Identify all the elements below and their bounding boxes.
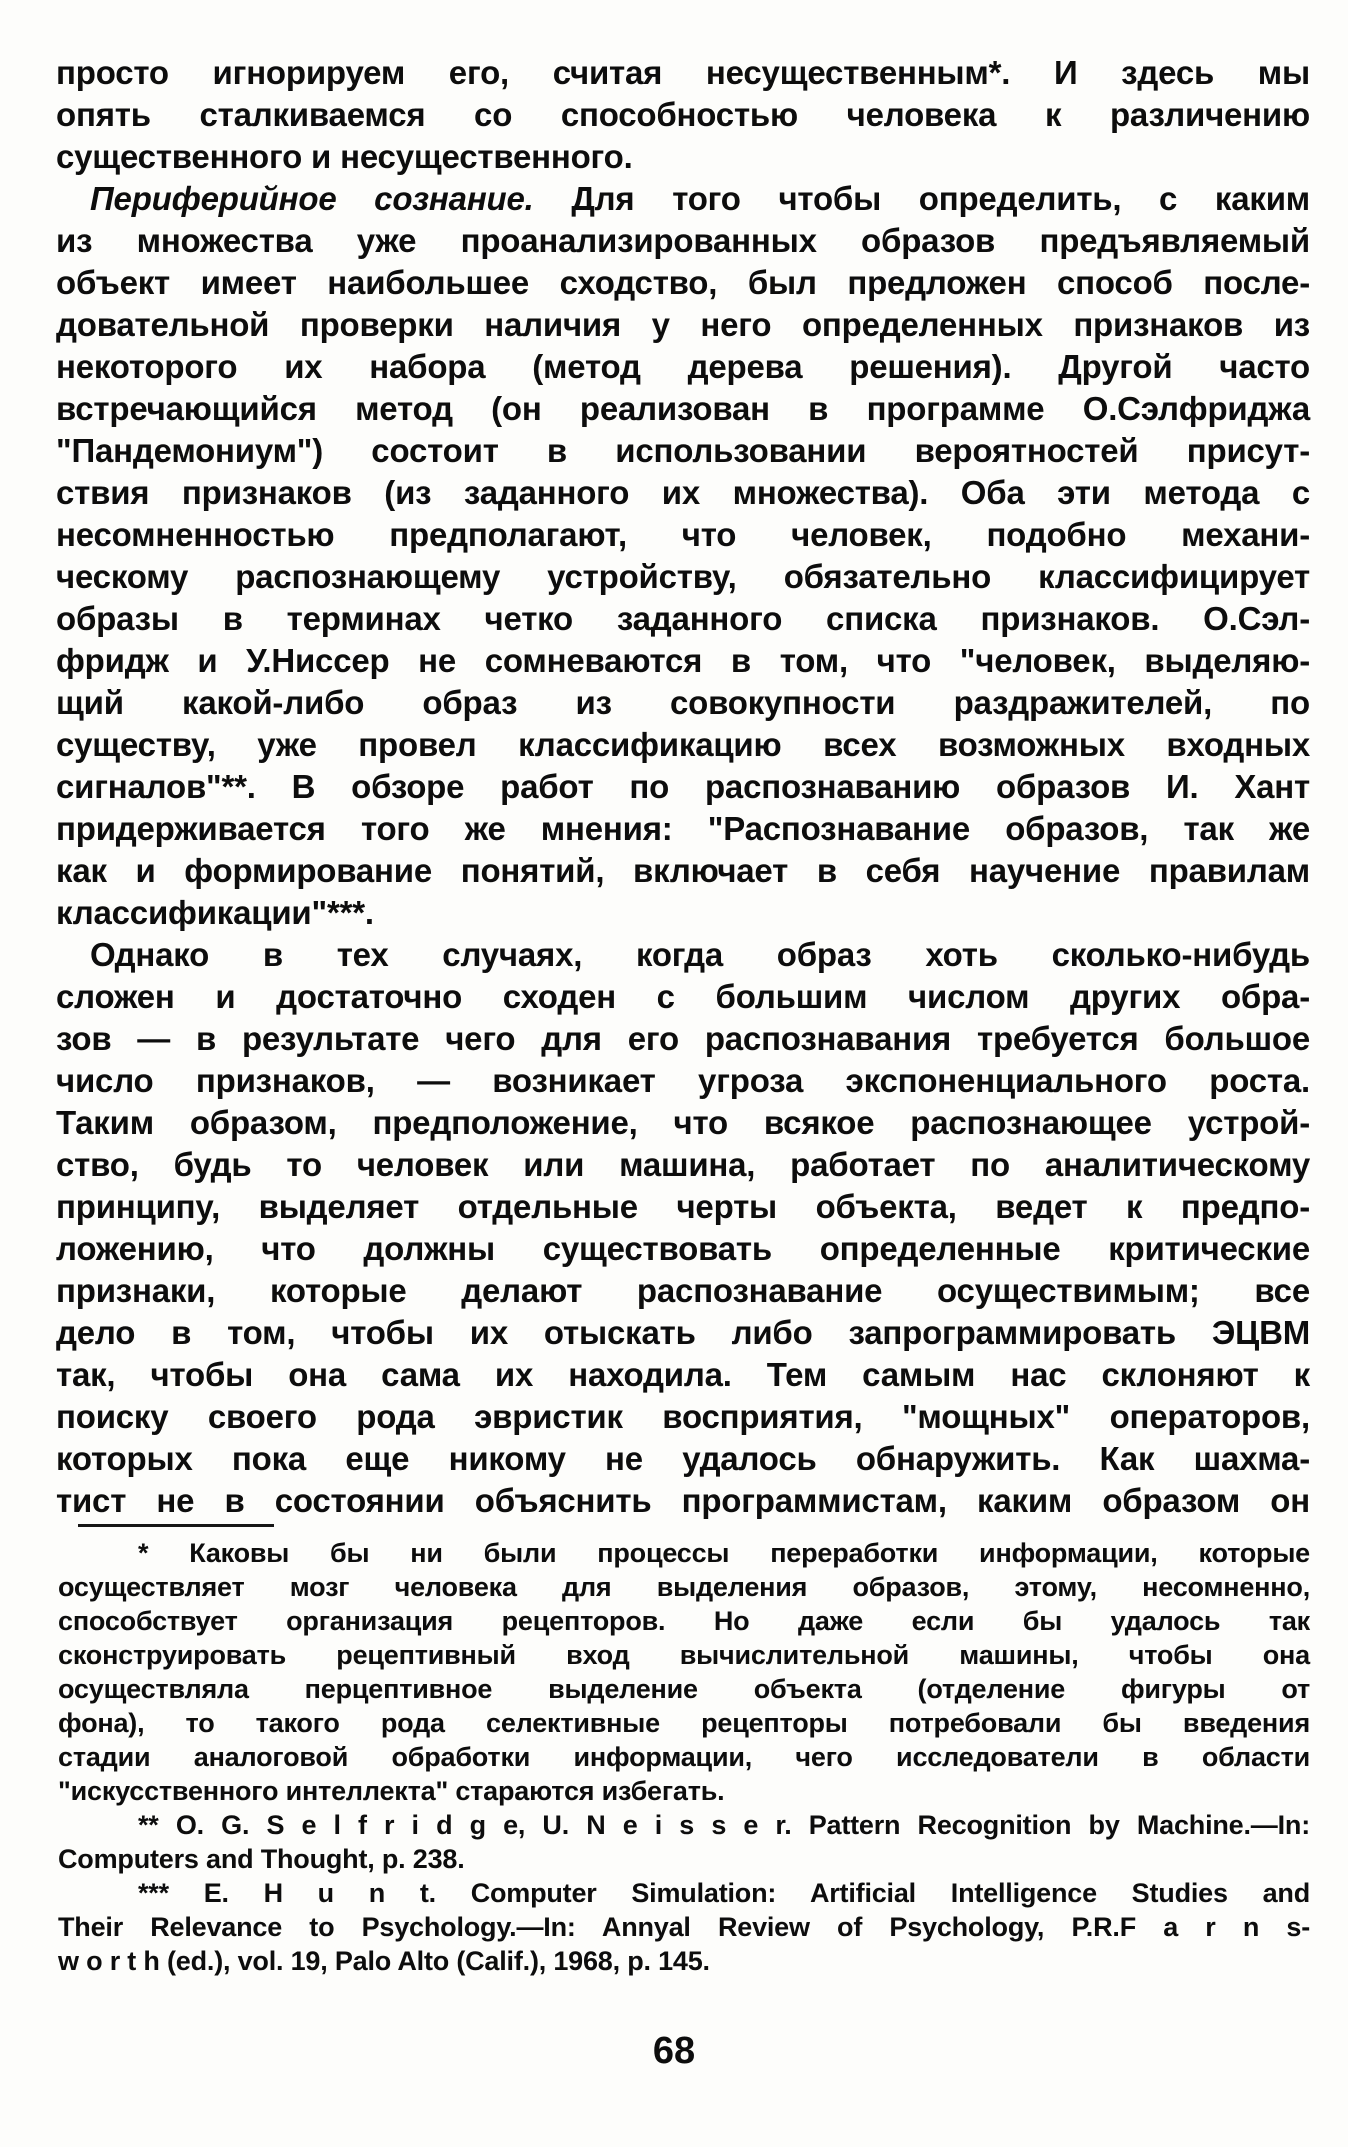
text-line: объект имеет наибольшее сходство, был предложен способ после- (56, 264, 1310, 301)
lead-line-rest: Для того чтобы определить, с каким (533, 180, 1311, 217)
text-line: поиску своего рода эвристик восприятия, "мощных" операторов, (56, 1398, 1310, 1435)
text-line: опять сталкиваемся со способностью человека к различению (56, 96, 1310, 133)
italic-lead: Периферийное сознание. (90, 180, 534, 217)
text-line: ствия признаков (из заданного их множества). Оба эти метода с (56, 474, 1310, 511)
footnote-line: "искусственного интеллекта" стараются избегать. (58, 1776, 725, 1806)
footnote-line-marker-3: *** E. H u n t. Computer Simulation: Artificial Intelligence Studies and (138, 1878, 1310, 1908)
footnote-line: Computers and Thought, p. 238. (58, 1844, 465, 1874)
text-line: сигналов"**. В обзоре работ по распознаванию образов И. Хант (56, 768, 1310, 805)
text-line: ложению, что должны существовать определенные критические (56, 1230, 1310, 1267)
text-line: существу, уже провел классификацию всех возможных входных (56, 726, 1310, 763)
footnote-line-marker-1: * Каковы бы ни были процессы переработки информации, которые (138, 1538, 1310, 1568)
text-line: тист не в состоянии объяснить программистам, каким образом он (56, 1482, 1310, 1519)
text-line-paragraph-start (56, 178, 1310, 220)
text-line: образы в терминах четко заданного списка признаков. О.Сэл- (56, 600, 1310, 637)
text-line: которых пока еще никому не удалось обнаружить. Как шахма- (56, 1440, 1310, 1477)
text-line: просто игнорируем его, считая несущественным*. И здесь мы (56, 54, 1310, 91)
footnotes (58, 1536, 1310, 1978)
text-line: "Пандемониум") состоит в использовании вероятностей присут- (56, 432, 1310, 469)
page-text (56, 52, 1310, 1522)
text-line: число признаков, — возникает угроза экспоненциального роста. (56, 1062, 1310, 1099)
text-line: придерживается того же мнения: "Распознавание образов, так же (56, 810, 1310, 847)
text-line: как и формирование понятий, включает в себя научение правилам (56, 852, 1310, 889)
footnote-line: стадии аналоговой обработки информации, чего исследователи в области (58, 1742, 1310, 1772)
text-line: из множества уже проанализированных образов предъявляемый (56, 222, 1310, 259)
text-line: щий какой-либо образ из совокупности раздражителей, по (56, 684, 1310, 721)
footnote-divider (78, 1524, 274, 1527)
text-line: существенного и несущественного. (56, 138, 633, 175)
footnote-line-marker-2: ** O. G. S e l f r i d g e, U. N e i s s e r. Pattern Recognition by Machine.—In: (138, 1810, 1310, 1840)
text-line: ческому распознающему устройству, обязательно классифицирует (56, 558, 1310, 595)
text-line: классификации"***. (56, 894, 374, 931)
text-line: ство, будь то человек или машина, работает по аналитическому (56, 1146, 1310, 1183)
text-line: принципу, выделяет отдельные черты объекта, ведет к предпо- (56, 1188, 1310, 1225)
text-line: зов — в результате чего для его распознавания требуется большое (56, 1020, 1310, 1057)
text-line-paragraph-start: Однако в тех случаях, когда образ хоть сколько-нибудь (90, 936, 1310, 973)
footnote-line: осуществляет мозг человека для выделения образов, этому, несомненно, (58, 1572, 1310, 1602)
text-line: несомненностью предполагают, что человек, подобно механи- (56, 516, 1310, 553)
text-line: встречающийся метод (он реализован в программе О.Сэлфриджа (56, 390, 1310, 427)
footnote-line: способствует организация рецепторов. Но даже если бы удалось так (58, 1606, 1310, 1636)
footnote-line: осуществляла перцептивное выделение объекта (отделение фигуры от (58, 1674, 1310, 1704)
text-line: некоторого их набора (метод дерева решения). Другой часто (56, 348, 1310, 385)
text-line: признаки, которые делают распознавание осуществимым; все (56, 1272, 1310, 1309)
footnote-line: Their Relevance to Psychology.—In: Annyal Review of Psychology, P.R.F a r n s- (58, 1912, 1310, 1942)
footnote-line: w o r t h (ed.), vol. 19, Palo Alto (Calif.), 1968, p. 145. (58, 1946, 710, 1976)
footnote-line: фона), то такого рода селективные рецепторы потребовали бы введения (58, 1708, 1310, 1738)
footnote-line: сконструировать рецептивный вход вычислительной машины, чтобы она (58, 1640, 1310, 1670)
text-line: так, чтобы она сама их находила. Тем самым нас склоняют к (56, 1356, 1310, 1393)
text-line: дело в том, чтобы их отыскать либо запрограммировать ЭЦВМ (56, 1314, 1310, 1351)
text-line: фридж и У.Ниссер не сомневаются в том, что "человек, выделяю- (56, 642, 1310, 679)
text-line: Таким образом, предположение, что всякое распознающее устрой- (56, 1104, 1310, 1141)
page-number: 68 (652, 2030, 696, 2072)
text-line: довательной проверки наличия у него определенных признаков из (56, 306, 1310, 343)
text-line: сложен и достаточно сходен с большим числом других обра- (56, 978, 1310, 1015)
